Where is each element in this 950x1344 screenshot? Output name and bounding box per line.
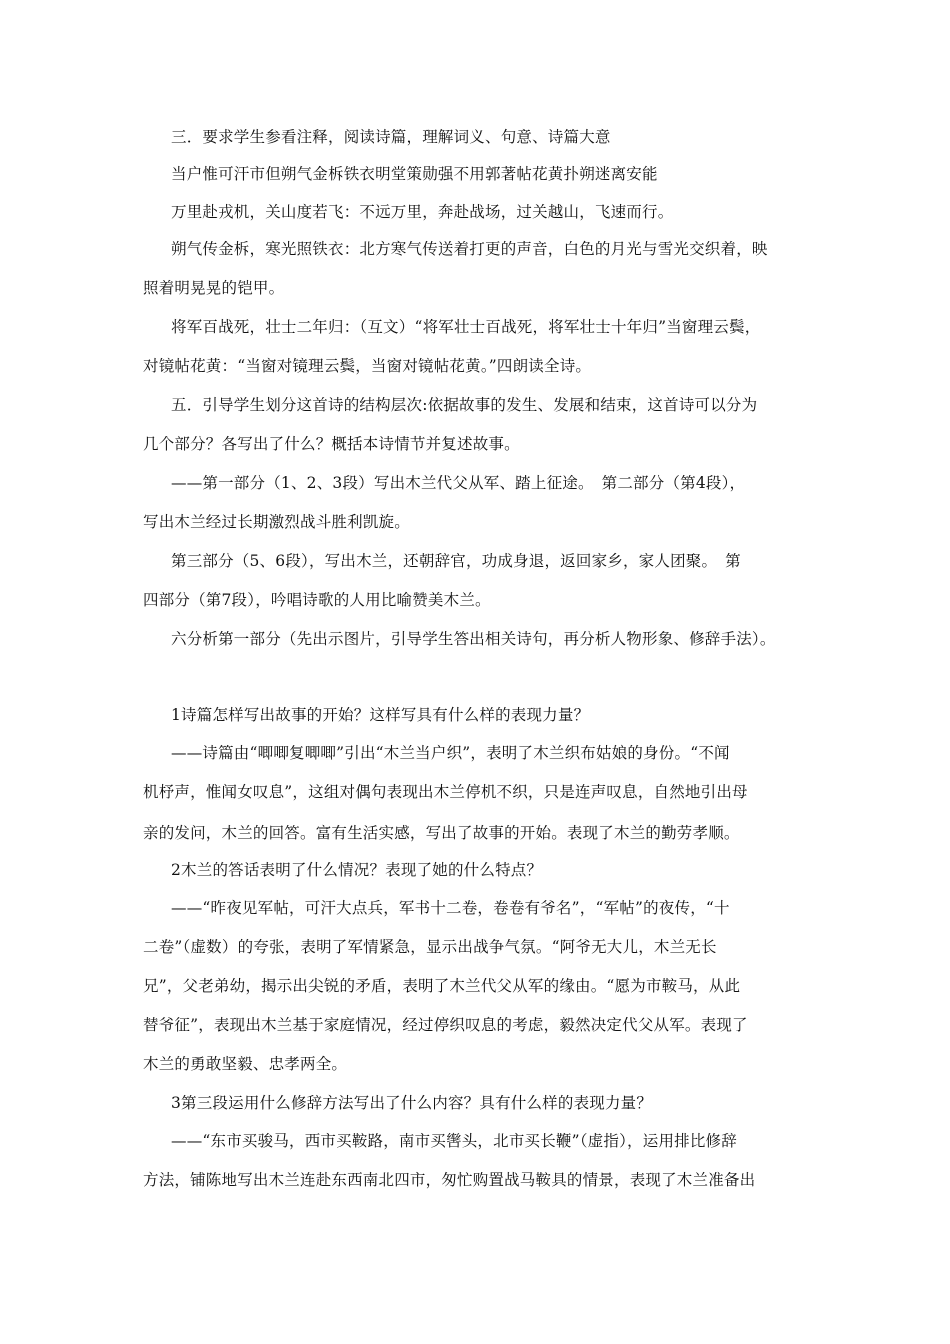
paragraph-line: ——第一部分（1、2、3段）写出木兰代父从军、踏上征途。 第二部分（第4段）， (171, 474, 746, 492)
paragraph-line: ——“东市买骏马，西市买鞍路，南市买辔头，北市买长鞭”（虚指），运用排比修辞 (171, 1132, 737, 1150)
paragraph-line: 万里赴戎机，关山度若飞：不远万里，奔赴战场，过关越山，飞速而行。 (171, 203, 674, 221)
paragraph-line: 朔气传金柝，寒光照铁衣：北方寒气传送着打更的声音，白色的月光与雪光交织着，映 (171, 240, 768, 258)
paragraph-line: 亲的发问，木兰的回答。富有生活实感，写出了故事的开始。表现了木兰的勤劳孝顺。 (143, 824, 740, 842)
paragraph-line: ——“昨夜见军帖，可汗大点兵，军书十二卷，卷卷有爷名”，“军帖”的夜传，“十 (171, 899, 730, 917)
paragraph-line: 六分析第一部分（先出示图片，引导学生答出相关诗句，再分析人物形象、修辞手法）。 (171, 630, 776, 648)
paragraph-line: 四部分（第7段），吟唱诗歌的人用比喻赞美木兰。 (143, 591, 491, 609)
question-line: 1诗篇怎样写出故事的开始？这样写具有什么样的表现力量？ (171, 706, 590, 724)
paragraph-line: 照着明晃晃的铠甲。 (143, 279, 285, 297)
paragraph-line: 三．要求学生参看注释，阅读诗篇，理解词义、句意、诗篇大意 (171, 128, 611, 146)
question-line: 3第三段运用什么修辞方法写出了什么内容？具有什么样的表现力量？ (171, 1094, 653, 1112)
paragraph-line: 兄”，父老弟幼，揭示出尖锐的矛盾，表明了木兰代父从军的缘由。“愿为市鞍马，从此 (143, 977, 741, 995)
paragraph-line: 二卷”（虚数）的夸张，表明了军情紧急，显示出战争气氛。“阿爷无大儿，木兰无长 (143, 938, 717, 956)
paragraph-line: 对镜帖花黄：“当窗对镜理云鬓，当窗对镜帖花黄。”四朗读全诗。 (143, 357, 592, 375)
paragraph-line: 将军百战死，壮士二年归：（互文）“将军壮士百战死，将军壮士十年归”当窗理云鬓， (171, 318, 761, 336)
paragraph-line: 第三部分（5、6段），写出木兰，还朝辞官，功成身退，返回家乡，家人团聚。 第 (171, 552, 741, 570)
question-line: 2木兰的答话表明了什么情况？表现了她的什么特点？ (171, 861, 543, 879)
paragraph-line: 木兰的勇敢坚毅、忠孝两全。 (143, 1055, 348, 1073)
paragraph-line: 机杼声，惟闻女叹息”，这组对偶句表现出木兰停机不织，只是连声叹息，自然地引出母 (143, 783, 748, 801)
paragraph-line: ——诗篇由“唧唧复唧唧”引出“木兰当户织”，表明了木兰织布姑娘的身份。“不闻 (171, 744, 730, 762)
paragraph-line: 方法，铺陈地写出木兰连赴东西南北四市，匆忙购置战马鞍具的情景，表现了木兰准备出 (143, 1171, 756, 1189)
paragraph-line: 几个部分？各写出了什么？概括本诗情节并复述故事。 (143, 435, 520, 453)
paragraph-line: 五．引导学生划分这首诗的结构层次:依据故事的发生、发展和结束，这首诗可以分为 (171, 396, 758, 414)
paragraph-line: 替爷征”，表现出木兰基于家庭情况，经过停织叹息的考虑，毅然决定代父从军。表现了 (143, 1016, 748, 1034)
paragraph-line: 当户惟可汗市但朔气金柝铁衣明堂策勋强不用郭著帖花黄扑朔迷离安能 (171, 165, 658, 183)
paragraph-line: 写出木兰经过长期激烈战斗胜利凯旋。 (143, 513, 410, 531)
